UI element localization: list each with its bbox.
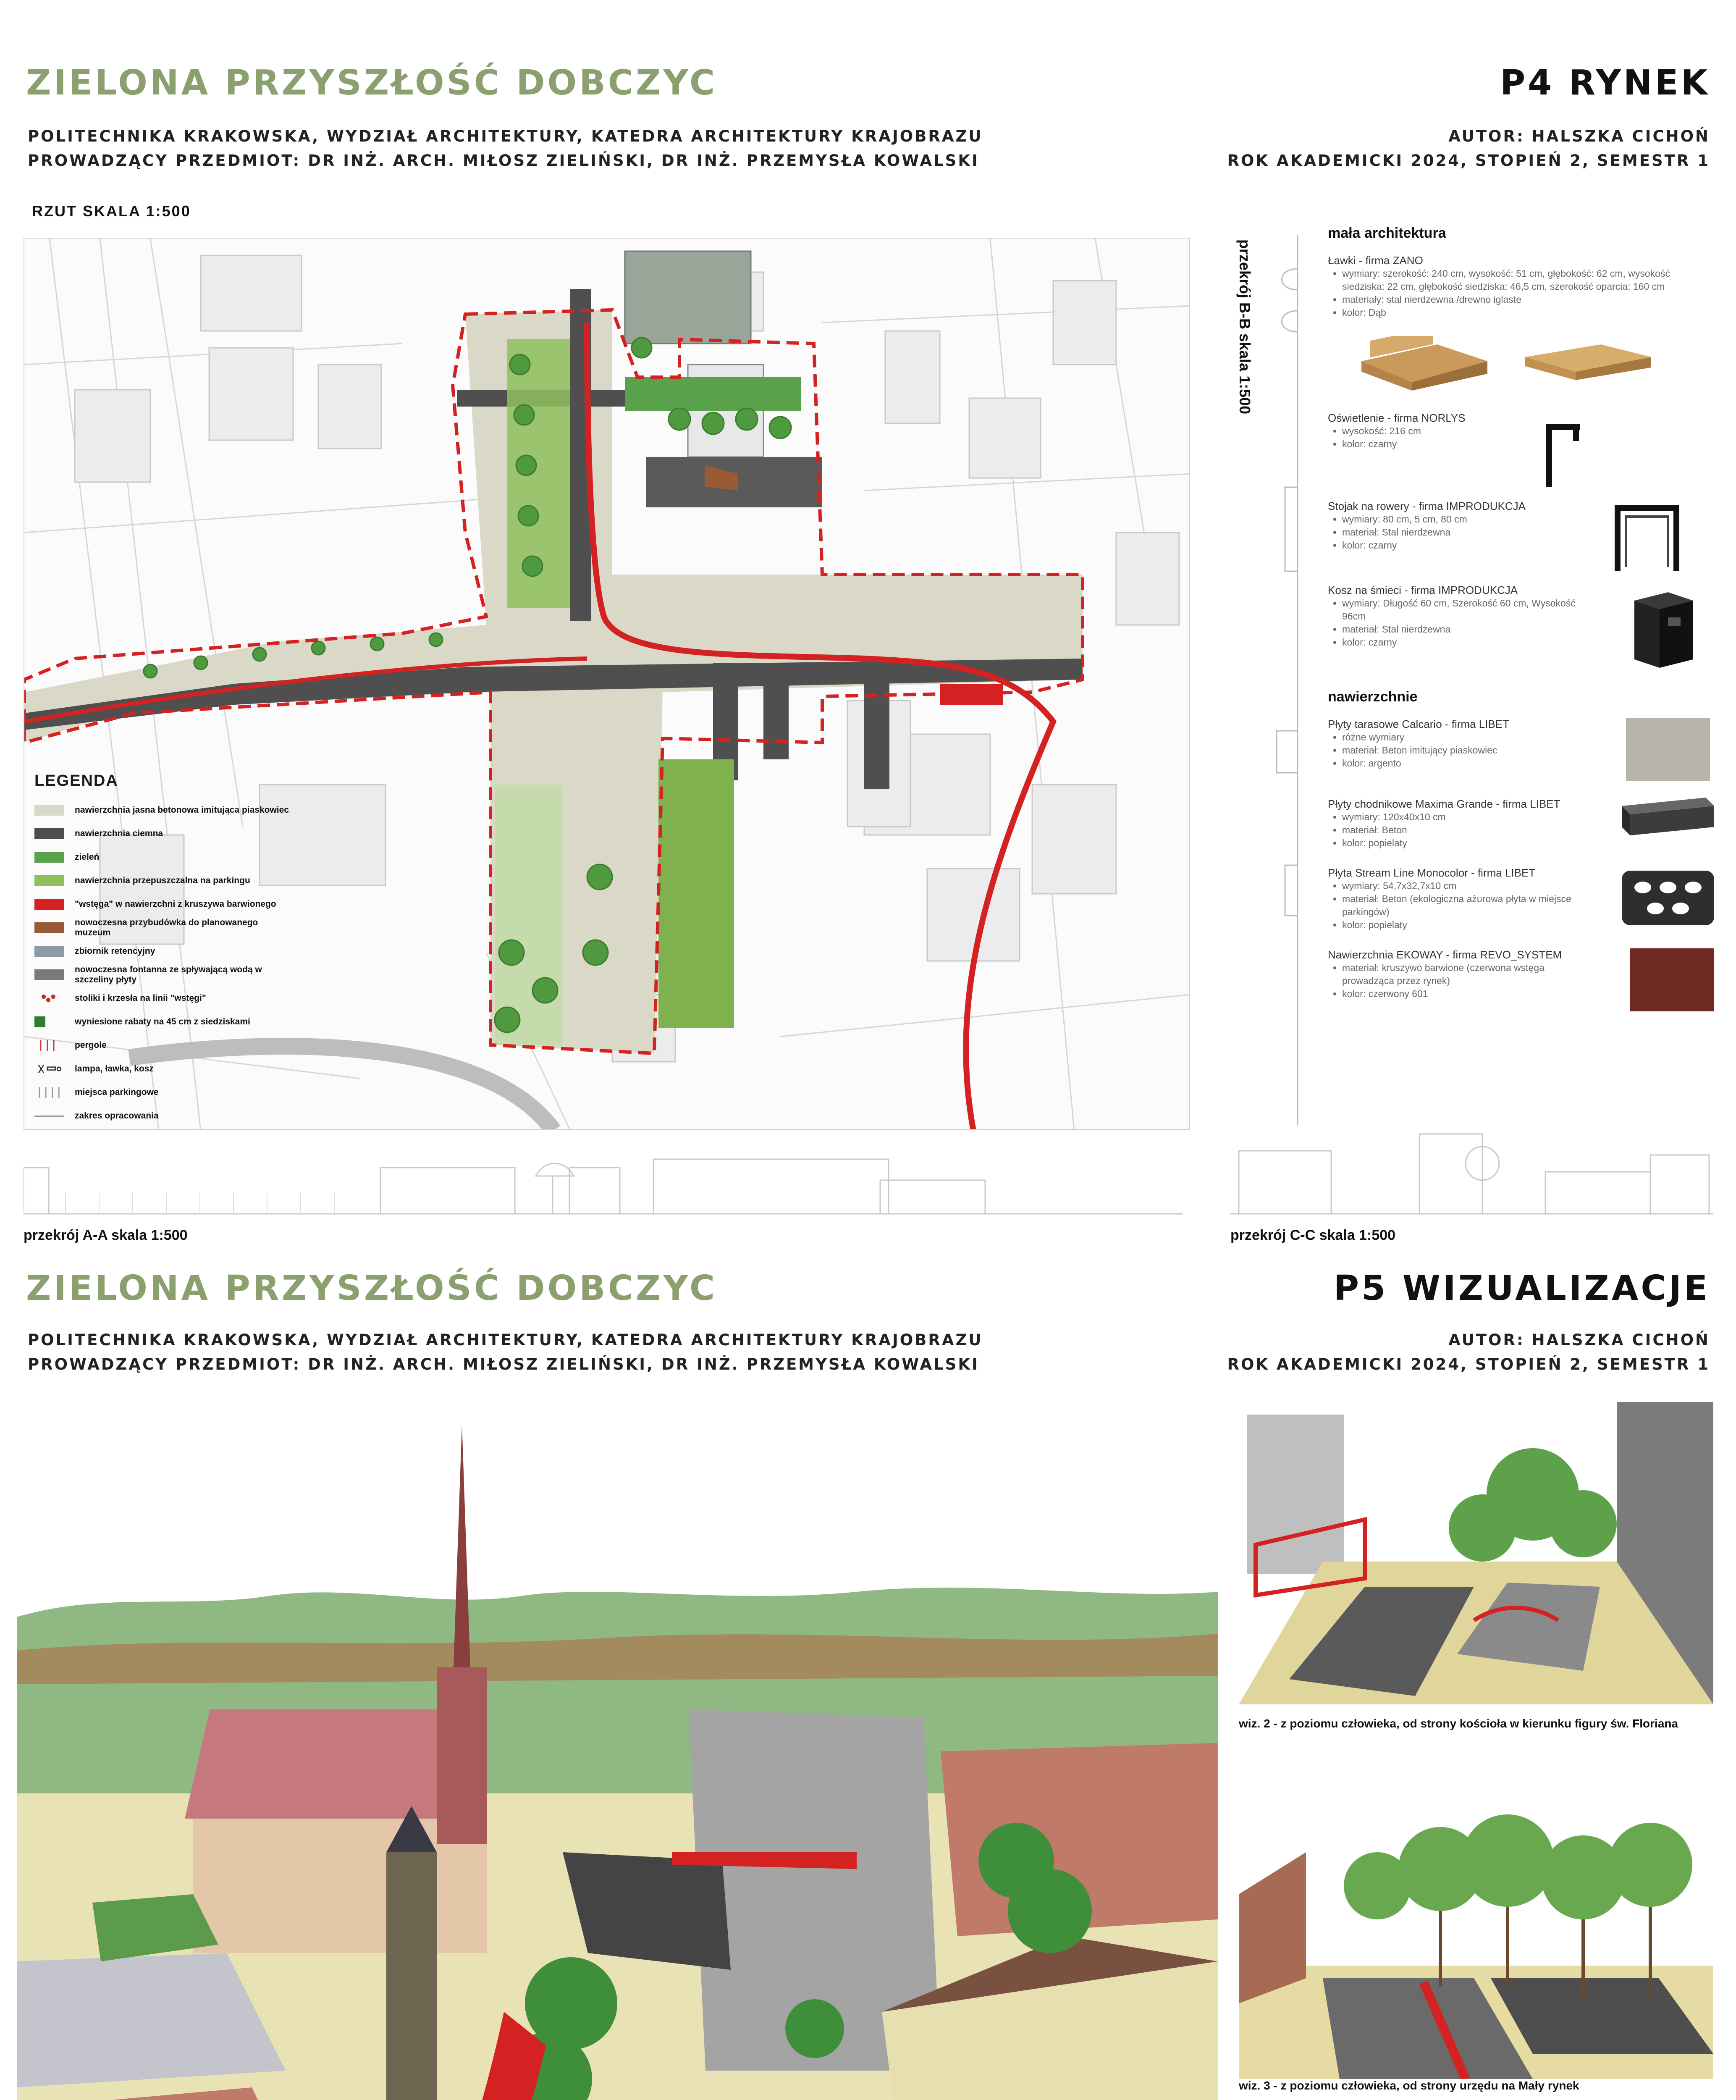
legend-item (34, 1034, 295, 1057)
bench-zano-icon (1353, 336, 1492, 391)
legend-label: zakres opracowania (75, 1111, 159, 1121)
pergola-icon (34, 1040, 64, 1051)
section-bb-label: przekrój B-B skala 1:500 (1236, 239, 1253, 415)
legend-swatch (34, 875, 64, 886)
legend-label: nowoczesna fontanna ze spływającą wodą w szczeliny płyty (75, 965, 262, 984)
detail: • wymiary: 54,7x32,7x10 cm (1342, 879, 1588, 892)
project-title: ZIELONA PRZYSZŁOŚĆ DOBCZYC (26, 63, 718, 103)
legend (34, 772, 295, 1128)
supervisors: PROWADZĄCY PRZEDMIOT: DR INŻ. ARCH. MIŁOSZ ZIELIŃSKI, DR INŻ. PRZEMYSŁA KOWALSKI (28, 152, 979, 170)
institution-2: POLITECHNIKA KRAKOWSKA, WYDZIAŁ ARCHITEKTURY, KATEDRA ARCHITEKTURY KRAJOBRAZU (28, 1331, 983, 1349)
surface-title: Płyty tarasowe Calcario - firma LIBET (1328, 718, 1510, 730)
academic-year-2: ROK AKADEMICKI 2024, STOPIEŃ 2, SEMESTR 1 (1227, 1355, 1710, 1373)
board-title-2: P5 WIZUALIZACJE (1333, 1268, 1710, 1308)
detail: • wymiary: 80 cm, 5 cm, 80 cm (1342, 513, 1526, 526)
author-2: AUTOR: HALSZKA CICHOŃ (1448, 1331, 1710, 1349)
lamp-bench-bin-icon (34, 1063, 64, 1074)
visualization-2 (1239, 1402, 1713, 1704)
bin-details (1328, 597, 1588, 649)
legend-label: zieleń (75, 852, 100, 862)
project-title-2: ZIELONA PRZYSZŁOŚĆ DOBCZYC (26, 1268, 718, 1308)
board-title: P4 RYNEK (1500, 63, 1710, 103)
visualization-3a (1239, 1785, 1713, 2079)
detail: • kolor: Dąb (1342, 306, 1714, 319)
surfaces-heading: nawierzchnie (1328, 689, 1418, 705)
surface-title: Płyta Stream Line Monocolor - firma LIBET (1328, 866, 1536, 879)
section-cc-drawing (1230, 1109, 1713, 1218)
surface-title: Nawierzchnia EKOWAY - firma REVO_SYSTEM (1328, 948, 1562, 961)
surface-swatch-calcario (1626, 718, 1710, 781)
bin-icon (1626, 584, 1697, 672)
surface-swatch-maxima (1622, 798, 1714, 835)
surface-details (1328, 731, 1588, 770)
bench-zano-2-icon (1517, 336, 1655, 382)
detail: • kolor: czarny (1342, 636, 1588, 649)
legend-label: "wstęga" w nawierzchni z kruszywa barwionego (75, 899, 276, 909)
surface-swatch-streamline (1622, 866, 1714, 929)
section-cc-label: przekrój C-C skala 1:500 (1230, 1227, 1396, 1243)
legend-item (34, 916, 295, 940)
bench-title: Ławki - firma ZANO (1328, 254, 1423, 267)
legend-swatch (34, 969, 64, 980)
section-aa-drawing (24, 1151, 1183, 1218)
legend-swatch (34, 828, 64, 839)
plan-label: RZUT SKALA 1:500 (32, 202, 191, 220)
surface-swatch-ekoway (1630, 948, 1714, 1011)
lamp-title: Oświetlenie - firma NORLYS (1328, 412, 1466, 424)
detail: • materiał: Stal nierdzewna (1342, 526, 1526, 539)
lamp-details (1328, 425, 1466, 451)
surface-details (1328, 961, 1588, 1000)
detail: • różne wymiary (1342, 731, 1588, 744)
supervisors-2: PROWADZĄCY PRZEDMIOT: DR INŻ. ARCH. MIŁOSZ ZIELIŃSKI, DR INŻ. PRZEMYSŁA KOWALSKI (28, 1355, 979, 1373)
legend-swatch (34, 1116, 64, 1117)
legend-item (34, 798, 295, 822)
section-bb-drawing (1268, 235, 1314, 1126)
furniture-section (1328, 225, 1714, 1011)
surface-details (1328, 811, 1588, 850)
legend-label: nowoczesna przybudówka do planowanego muzeum (75, 918, 258, 937)
legend-item (34, 940, 295, 963)
bench-details (1328, 267, 1714, 319)
detail: • materiał: kruszywo barwione (czerwona wstęga prowadząca przez rynek) (1342, 961, 1588, 987)
legend-item (34, 1104, 295, 1128)
detail: • wymiary: 120x40x10 cm (1342, 811, 1588, 824)
section-aa-label: przekrój A-A skala 1:500 (24, 1227, 188, 1243)
detail: • kolor: czarny (1342, 438, 1466, 451)
legend-label: wyniesione rabaty na 45 cm z siedziskami (75, 1017, 250, 1026)
legend-label: nawierzchnia ciemna (75, 829, 163, 838)
legend-title: LEGENDA (34, 772, 118, 790)
parking-icon (34, 1087, 64, 1098)
furniture-heading: mała architektura (1328, 225, 1446, 241)
legend-swatch (34, 899, 64, 910)
detail: • wymiary: szerokość: 240 cm, wysokość: 51 cm, głębokość: 62 cm, wysokość siedziska: 22 cm, głębokość siedziska: 46,5 cm, szerokość oparcia: 160 cm (1342, 267, 1714, 293)
institution: POLITECHNIKA KRAKOWSKA, WYDZIAŁ ARCHITEKTURY, KATEDRA ARCHITEKTURY KRAJOBRAZU (28, 127, 983, 145)
detail: • kolor: czerwony 601 (1342, 987, 1588, 1000)
legend-item (34, 1010, 295, 1034)
surface-details (1328, 879, 1588, 932)
legend-swatch (34, 946, 64, 957)
detail: • materiał: Stal nierdzewna (1342, 623, 1588, 636)
legend-label: pergole (75, 1040, 107, 1050)
detail: • kolor: popielaty (1342, 919, 1588, 932)
legend-swatch (34, 805, 64, 816)
detail: • materiał: Beton imitujący piaskowiec (1342, 744, 1588, 757)
site-plan (24, 238, 1190, 1130)
legend-item (34, 1057, 295, 1081)
legend-item (34, 987, 295, 1010)
viz3a-caption: wiz. 3 - z poziomu człowieka, od strony urzędu na Mały rynek (1239, 2079, 1579, 2092)
detail: • materiał: Beton (ekologiczna ażurowa płyta w miejsce parkingów) (1342, 892, 1588, 919)
legend-label: zbiornik retencyjny (75, 946, 155, 956)
legend-label: stoliki i krzesła na linii "wstęgi" (75, 993, 206, 1003)
bike-rack-details (1328, 513, 1526, 552)
legend-item (34, 869, 295, 892)
surface-title: Płyty chodnikowe Maxima Grande - firma LIBET (1328, 798, 1560, 810)
detail: • wysokość: 216 cm (1342, 425, 1466, 438)
legend-swatch (34, 852, 64, 863)
detail: • materiał: Beton (1342, 824, 1588, 837)
bike-rack-icon (1605, 500, 1689, 571)
detail: • kolor: popielaty (1342, 837, 1588, 850)
detail: • kolor: argento (1342, 757, 1588, 770)
viz2-caption: wiz. 2 - z poziomu człowieka, od strony kościoła w kierunku figury św. Floriana (1239, 1717, 1678, 1730)
detail: • materiały: stal nierdzewna /drewno iglaste (1342, 293, 1714, 306)
detail: • kolor: czarny (1342, 539, 1526, 552)
visualization-1 (17, 1415, 1218, 2100)
legend-item (34, 822, 295, 845)
legend-item (34, 1081, 295, 1104)
legend-swatch (34, 922, 64, 933)
lamp-icon (1538, 412, 1588, 487)
bike-rack-title: Stojak na rowery - firma IMPRODUKCJA (1328, 500, 1526, 512)
legend-label: lampa, ławka, kosz (75, 1064, 154, 1074)
academic-year: ROK AKADEMICKI 2024, STOPIEŃ 2, SEMESTR 1 (1227, 152, 1710, 170)
legend-item (34, 963, 295, 987)
author: AUTOR: HALSZKA CICHOŃ (1448, 127, 1710, 145)
legend-label: miejsca parkingowe (75, 1087, 159, 1097)
legend-swatch (34, 1016, 45, 1027)
legend-item (34, 845, 295, 869)
legend-label: nawierzchnia przepuszczalna na parkingu (75, 876, 250, 885)
tables-icon (34, 993, 64, 1004)
detail: • wymiary: Długość 60 cm, Szerokość 60 cm, Wysokość 96cm (1342, 597, 1588, 623)
legend-label: nawierzchnia jasna betonowa imitująca piaskowiec (75, 805, 289, 815)
legend-item (34, 892, 295, 916)
bin-title: Kosz na śmieci - firma IMPRODUKCJA (1328, 584, 1518, 596)
